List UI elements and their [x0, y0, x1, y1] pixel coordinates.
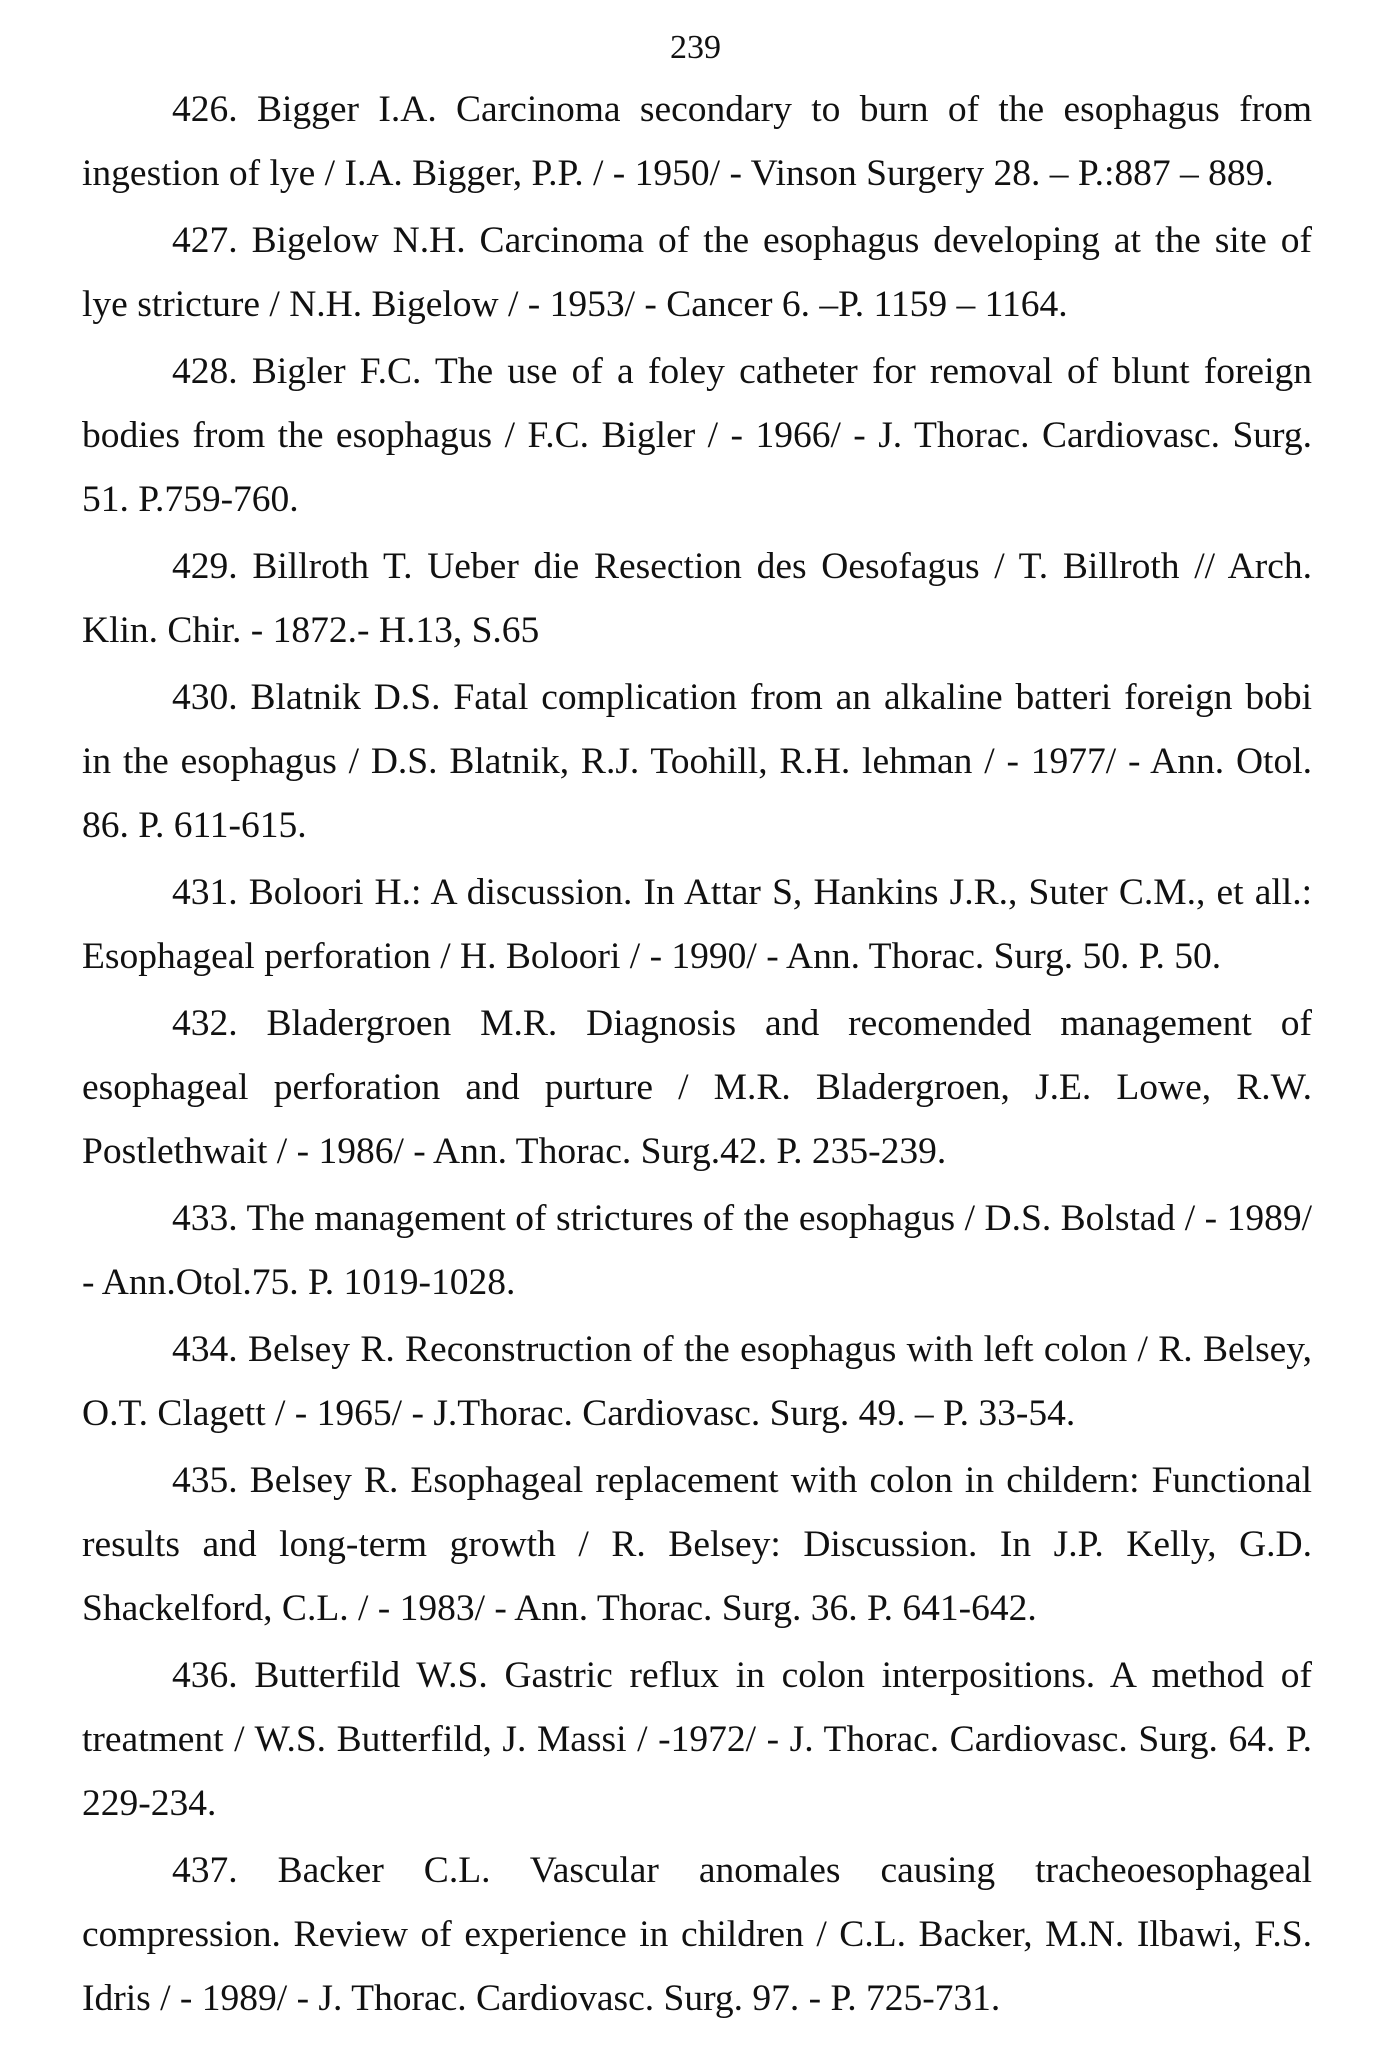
- reference-number: 432.: [172, 1003, 238, 1044]
- reference-item-427: [82, 209, 1312, 337]
- reference-number: 430.: [172, 677, 238, 718]
- reference-item-432: [82, 992, 1312, 1184]
- reference-number: 426.: [172, 89, 238, 130]
- reference-item-433: [82, 1187, 1312, 1315]
- reference-text: Bigler F.C. The use of a foley catheter for removal of blunt foreign bodies from the esophagus / F.C. Bigler / - 1966/ - J. Thorac. Cardiovasc. Surg. 51. P.759-760.: [82, 351, 1312, 520]
- reference-number: 428.: [172, 351, 238, 392]
- reference-item-434: [82, 1318, 1312, 1446]
- reference-item-437: [82, 1839, 1312, 2031]
- reference-number: 431.: [172, 872, 238, 913]
- reference-text: Bladergroen M.R. Diagnosis and recomended management of esophageal perforation and purture / M.R. Bladergroen, J.E. Lowe, R.W. Postlethwait / - 1986/ - Ann. Thorac. Surg.42. P. 235-239.: [82, 1003, 1313, 1172]
- reference-list: [82, 78, 1312, 2034]
- reference-text: The management of strictures of the esophagus / D.S. Bolstad / - 1989/ - Ann.Otol.75. P. 1019-1028.: [82, 1198, 1313, 1303]
- reference-item-426: [82, 78, 1312, 206]
- reference-number: 427.: [172, 220, 238, 261]
- reference-text: Bigelow N.H. Carcinoma of the esophagus developing at the site of lye stricture / N.H. Bigelow / - 1953/ - Cancer 6. –P. 1159 – 1164.: [82, 220, 1312, 325]
- reference-text: Backer C.L. Vascular anomales causing tracheoesophageal compression. Review of experience in children / C.L. Backer, M.N. Ilbawi, F.S. Idris / - 1989/ - J. Thorac. Cardiovasc. Surg. 97. - P. 725-731.: [82, 1850, 1312, 2019]
- reference-number: 436.: [172, 1655, 238, 1696]
- reference-item-428: [82, 340, 1312, 532]
- reference-number: 429.: [172, 546, 238, 587]
- reference-text: Billroth T. Ueber die Resection des Oesofagus / T. Billroth // Arch. Klin. Chir. - 1872.- H.13, S.65: [82, 546, 1313, 651]
- reference-text: Belsey R. Reconstruction of the esophagus with left colon / R. Belsey, O.T. Clagett / - 1965/ - J.Thorac. Cardiovasc. Surg. 49. – P. 33-54.: [82, 1329, 1312, 1434]
- reference-number: 434.: [172, 1329, 238, 1370]
- reference-number: 433.: [172, 1198, 238, 1239]
- reference-text: Butterfild W.S. Gastric reflux in colon interpositions. A method of treatment / W.S. Butterfild, J. Massi / -1972/ - J. Thorac. Cardiovasc. Surg. 64. P. 229-234.: [82, 1655, 1312, 1824]
- reference-item-429: [82, 535, 1312, 663]
- page-number: 239: [670, 29, 721, 66]
- reference-text: Blatnik D.S. Fatal complication from an alkaline batteri foreign bobi in the esophagus / D.S. Blatnik, R.J. Toohill, R.H. lehman / - 1977/ - Ann. Otol. 86. P. 611-615.: [82, 677, 1313, 846]
- reference-item-435: [82, 1449, 1312, 1641]
- reference-text: Bigger I.A. Carcinoma secondary to burn of the esophagus from ingestion of lye / I.A. Bigger, P.P. / - 1950/ - Vinson Surgery 28. – P.:887 – 889.: [82, 89, 1312, 194]
- reference-item-431: [82, 861, 1312, 989]
- reference-item-430: [82, 666, 1312, 858]
- reference-text: Belsey R. Esophageal replacement with colon in childern: Functional results and long-term growth / R. Belsey: Discussion. In J.P. Kelly, G.D. Shackelford, C.L. / - 1983/ - Ann. Thorac. Surg. 36. P. 641-642.: [82, 1460, 1313, 1629]
- reference-number: 437.: [172, 1850, 238, 1891]
- reference-item-436: [82, 1644, 1312, 1836]
- reference-number: 435.: [172, 1460, 238, 1501]
- reference-text: Boloori H.: A discussion. In Attar S, Hankins J.R., Suter C.M., et all.: Esophageal perforation / H. Boloori / - 1990/ - Ann. Thorac. Surg. 50. P. 50.: [82, 872, 1313, 977]
